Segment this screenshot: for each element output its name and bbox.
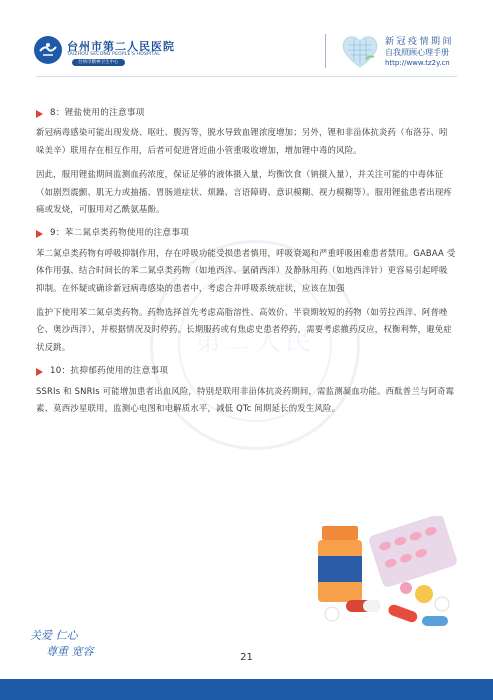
slogan-line-2: 尊重 宽容 <box>46 645 94 658</box>
section-paragraph: 监护下使用苯二氮卓类药物。药物选择首先考虑高脂溶性、高效价、半衰期较短的药物（如劳拉西泮、阿普唑仑、奥沙西泮），并根据情况及时停药。长期服药或有焦虑史患者停药，需要考虑撤药反应，权衡利弊，避免症状反跳。 <box>36 307 452 352</box>
footer-bar <box>0 679 493 700</box>
section-paragraph: 苯二氮卓类药物有呼吸抑制作用，存在呼吸功能受损患者慎用，呼吸衰竭和严重呼吸困难患者禁用。GABAA 受体作用强、结合时间长的苯二氮卓类药物（如地西泮、氯硝西泮）及静脉用药（如地西泮针）更容易引起呼吸抑制。在怀疑或确诊新冠病毒感染的患者中，考虑合并呼吸系统症状，应该在加强 <box>36 247 456 293</box>
section-heading-text: 10：抗抑郁药使用的注意事项 <box>50 366 169 377</box>
website-link[interactable]: http://www.tz2y.cn <box>385 59 450 67</box>
heart-logo-icon <box>340 33 380 69</box>
section-heading-text: 9：苯二氮卓类药物使用的注意事项 <box>50 228 190 239</box>
section-heading-text: 8：锂盐使用的注意事项 <box>50 108 145 118</box>
section-paragraph: 因此，服用锂盐期间监测血药浓度，保证足够的液体摄入量，均衡饮食（钠摄入量），并关注可能的中毒体征（如剧烈震颤、肌无力或抽搐、胃肠道症状、烦躁、言语障碍、意识模糊、视力模糊等）。服用锂盐患者出现疼痛或发烧，可服用对乙酰氨基酚。 <box>36 169 452 215</box>
page-number: 21 <box>240 652 253 663</box>
hospital-name-en: TAIZHOU SECOND PEOPLE'S HOSPITAL <box>67 52 161 57</box>
hospital-logo-icon <box>34 36 62 64</box>
section-heading-8 <box>36 105 456 122</box>
header-rule <box>36 76 457 77</box>
section-paragraph: SSRIs 和 SNRIs 可能增加患者出血风险，特别是联用非甾体抗炎药期间，需监测凝血功能。西酞普兰与阿奇霉素、莫西沙星联用，监测心电图和电解质水平，减低 QTc 间期延长的发生风险。 <box>36 385 455 414</box>
pill <box>415 585 433 603</box>
bottle-label <box>318 556 362 582</box>
blister-pack <box>368 516 459 588</box>
page-header <box>0 0 493 86</box>
slogan-line-1: 关爱 仁心 <box>30 629 78 642</box>
watermark-text: 第二人民 <box>194 327 315 357</box>
main-content <box>36 105 456 425</box>
header-divider <box>325 34 326 68</box>
section-heading-9 <box>36 225 456 242</box>
bullet-triangle-icon <box>36 110 43 118</box>
manual-title: 新冠疫情期间 <box>385 37 455 47</box>
bullet-triangle-icon <box>36 230 43 238</box>
bullet-triangle-icon <box>36 368 43 376</box>
section-paragraph: 新冠病毒感染可能出现发烧、呕吐、腹泻等，脱水导致血锂浓度增加；另外，锂和非甾体抗炎药（布洛芬、吲哚美辛）联用存在相互作用，后者可促进肾近曲小管重吸收增加，增加锂中毒的风险。 <box>36 127 448 155</box>
bottle-cap <box>322 526 358 540</box>
manual-subtitle: 自我照顾心理手册 <box>385 48 449 57</box>
hospital-name: 台州市第二人民医院 <box>67 40 175 53</box>
hospital-tag: 台州市精神卫生中心 <box>72 59 125 66</box>
medicine-illustration <box>302 516 462 640</box>
section-heading-10 <box>36 363 456 380</box>
